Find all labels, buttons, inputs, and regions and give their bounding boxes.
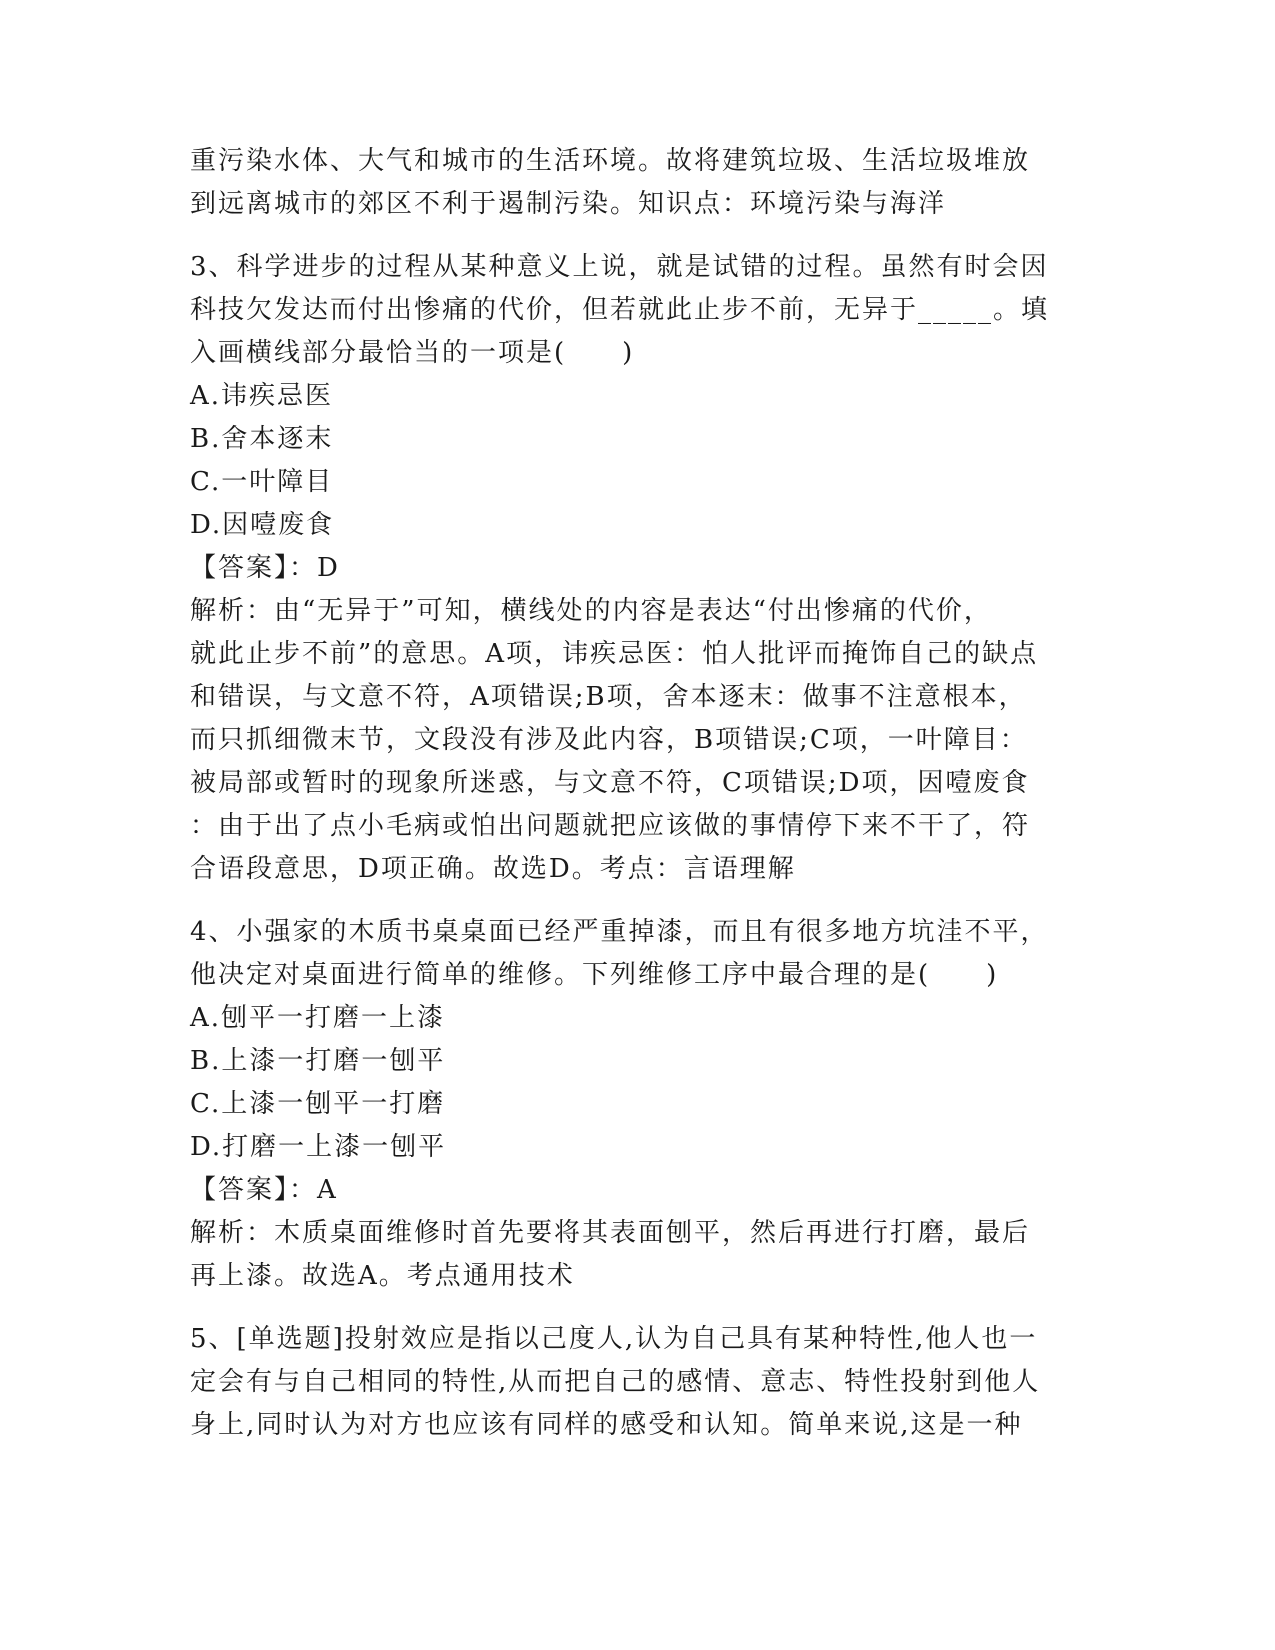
option-c: C.一叶障目 <box>190 467 334 497</box>
question-line: 科技欠发达而付出惨痛的代价，但若就此止步不前，无异于_____。填 <box>190 295 1050 325</box>
question-line: 3、科学进步的过程从某种意义上说，就是试错的过程。虽然有时会因 <box>190 252 1049 282</box>
option-d: D.打磨一上漆一刨平 <box>190 1132 447 1162</box>
answer-line: 【答案】：D <box>190 553 340 583</box>
question-line: 5、[单选题]投射效应是指以己度人,认为自己具有某种特性,他人也一 <box>190 1324 1038 1354</box>
text-line: 到远离城市的郊区不利于遏制污染。知识点：环境污染与海洋 <box>190 189 947 219</box>
question-line: 他决定对桌面进行简单的维修。下列维修工序中最合理的是( ) <box>190 960 999 990</box>
text-line: 重污染水体、大气和城市的生活环境。故将建筑垃圾、生活垃圾堆放 <box>190 146 1031 176</box>
analysis-line: ：由于出了点小毛病或怕出问题就把应该做的事情停下来不干了，符 <box>190 811 1031 841</box>
analysis-line: 而只抓细微末节，文段没有涉及此内容，B项错误;C项，一叶障目： <box>190 725 1028 755</box>
paragraph-gap <box>190 891 1090 911</box>
option-b: B.上漆一打磨一刨平 <box>190 1046 446 1076</box>
option-a: A.讳疾忌医 <box>190 381 334 411</box>
option-a: A.刨平一打磨一上漆 <box>190 1003 446 1033</box>
question-line: 身上,同时认为对方也应该有同样的感受和认知。简单来说,这是一种 <box>190 1410 1023 1440</box>
continuation-paragraph <box>190 140 1090 226</box>
question-3 <box>190 246 1090 891</box>
option-c: C.上漆一刨平一打磨 <box>190 1089 446 1119</box>
paragraph-gap <box>190 226 1090 246</box>
option-b: B.舍本逐末 <box>190 424 334 454</box>
question-5 <box>190 1318 1090 1447</box>
question-line: 4、小强家的木质书桌桌面已经严重掉漆，而且有很多地方坑洼不平， <box>190 917 1049 947</box>
analysis-line: 再上漆。故选A。考点通用技术 <box>190 1261 575 1291</box>
question-line: 入画横线部分最恰当的一项是( ) <box>190 338 635 368</box>
answer-line: 【答案】：A <box>190 1175 338 1205</box>
analysis-line: 和错误，与文意不符，A项错误;B项，舍本逐末：做事不注意根本， <box>190 682 1027 712</box>
analysis-line: 就此止步不前”的意思。A项，讳疾忌医：怕人批评而掩饰自己的缺点 <box>190 639 1039 669</box>
question-4 <box>190 911 1090 1298</box>
analysis-line: 解析：木质桌面维修时首先要将其表面刨平，然后再进行打磨，最后 <box>190 1218 1031 1248</box>
analysis-line: 被局部或暂时的现象所迷惑，与文意不符，C项错误;D项，因噎废食 <box>190 768 1030 798</box>
question-line: 定会有与自己相同的特性,从而把自己的感情、意志、特性投射到他人 <box>190 1367 1041 1397</box>
option-d: D.因噎废食 <box>190 510 335 540</box>
analysis-line: 解析：由“无异于”可知，横线处的内容是表达“付出惨痛的代价， <box>190 596 992 626</box>
paragraph-gap <box>190 1298 1090 1318</box>
page-content <box>190 140 1090 1447</box>
analysis-line: 合语段意思，D项正确。故选D。考点：言语理解 <box>190 854 796 884</box>
